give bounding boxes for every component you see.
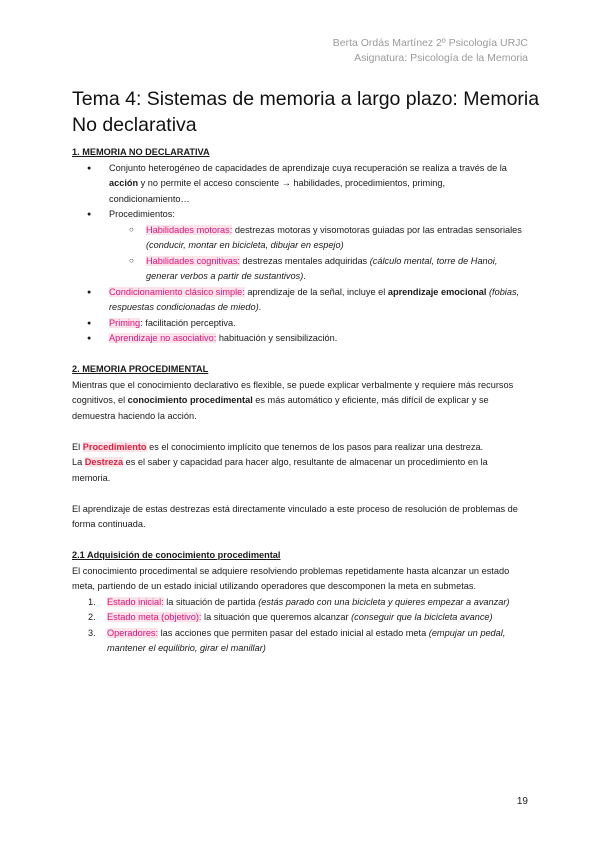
text: Conjunto heterogéneo de capacidades de aprendizaje cuya recuperación se realiza a través de la: [109, 162, 507, 173]
section-heading-adquisicion: 2.1 Adquisición de conocimiento procedimental: [72, 550, 281, 560]
text: .: [303, 271, 306, 281]
highlight-label: Estado meta (objetivo):: [107, 612, 202, 622]
list-item: [72, 331, 528, 347]
italic-text: (empujar un pedal, mantener el equilibrio, girar el manillar): [107, 627, 506, 653]
text: la situación de partida: [163, 596, 259, 607]
page-number: 19: [516, 796, 528, 807]
highlight-label: Priming: [109, 317, 141, 328]
list-item: [72, 610, 528, 626]
highlight-label: Habilidades motoras:: [146, 224, 233, 235]
list-item: [72, 626, 528, 657]
text: es el saber y capacidad para hacer algo, resultante de almacenar un procedimiento en la memoria.: [72, 457, 488, 483]
text: es más automático y eficiente, más difícil de explicar y se demuestra haciendo la acción.: [72, 395, 489, 421]
text: Procedimientos:: [109, 209, 175, 219]
highlight-label: Habilidades cognitivas:: [146, 255, 240, 266]
paragraph: El conocimiento procedimental se adquiere resolviendo problemas repetidamente hasta alcanzar un estado meta, partiendo de un estado inicial utilizando operadores que descomponen la meta en submetas.: [72, 565, 510, 591]
text: Mientras que el conocimiento declarativo es flexible, se puede explicar verbalmente y requiere más recursos cognitivos, el: [72, 379, 514, 405]
text: El: [72, 441, 83, 452]
highlight-term: Destreza: [84, 457, 124, 467]
highlight-label: Operadores:: [107, 627, 159, 638]
list-item: [72, 595, 528, 611]
italic-text: (estás parado con una bicicleta y quieres empezar a avanzar): [258, 596, 510, 607]
sub-list-item: [109, 223, 528, 254]
header-subject: Asignatura: Psicología de la Memoria: [354, 52, 528, 64]
paragraph: [72, 378, 528, 425]
highlight-label: Estado inicial:: [107, 596, 164, 607]
text: .: [258, 302, 262, 312]
bold-text: aprendizaje emocional: [387, 286, 487, 297]
page-title: Tema 4: Sistemas de memoria a largo plazo: Memoria No declarativa: [72, 88, 540, 137]
text: : facilitación perceptiva.: [140, 317, 236, 328]
paragraph: El aprendizaje de estas destrezas está directamente vinculado a este proceso de resolución de problemas de forma continuada.: [72, 503, 518, 529]
item-number: 1.: [88, 596, 96, 607]
italic-text: (conseguir que la bicicleta avance): [351, 612, 493, 622]
section-heading-memoria-procedimental: 2. MEMORIA PROCEDIMENTAL: [72, 364, 209, 374]
italic-text: (fobias, respuestas condicionadas de miedo): [109, 286, 520, 312]
item-number: 2.: [88, 612, 96, 622]
italic-text: (cálculo mental, torre de Hanoi, generar verbos a partir de sustantivos): [146, 255, 498, 281]
text: es el conocimiento implícito que tenemos de los pasos para realizar una destreza.: [146, 441, 484, 452]
text: La: [72, 457, 85, 467]
text: destrezas motoras y visomotoras guiadas por las entradas sensoriales: [232, 224, 522, 235]
text: y no permite el acceso consciente → habilidades, procedimientos, priming, condicionamiento…: [109, 178, 446, 204]
italic-text: (conducir, montar en bicicleta, dibujar en espejo): [146, 240, 344, 250]
paragraph: [72, 455, 528, 486]
highlight-label: Condicionamiento clásico simple:: [109, 286, 245, 297]
section-heading-memoria-no-declarativa: 1. MEMORIA NO DECLARATIVA: [72, 147, 210, 157]
list-item: [72, 161, 528, 208]
bold-text: conocimiento procedimental: [127, 395, 253, 405]
sub-list-item: [109, 254, 528, 285]
bullet-list: [72, 161, 528, 347]
numbered-list: [72, 595, 528, 657]
text: aprendizaje de la señal, incluye el: [244, 286, 388, 297]
text: habituación y sensibilización.: [216, 333, 338, 343]
highlight-term: Procedimiento: [82, 441, 147, 452]
list-item: [72, 316, 528, 332]
list-item: [72, 285, 528, 316]
document-body: [72, 145, 528, 657]
header-author: Berta Ordás Martínez 2º Psicología URJC: [332, 37, 528, 49]
text: la situación que queremos alcanzar: [201, 612, 352, 622]
text: destrezas mentales adquiridas: [239, 255, 370, 266]
text: las acciones que permiten pasar del estado inicial al estado meta: [158, 627, 429, 638]
list-item: [72, 207, 528, 285]
bold-text: acción: [109, 178, 139, 188]
paragraph: [72, 440, 528, 456]
sub-list: [109, 223, 528, 285]
highlight-label: Aprendizaje no asociativo:: [109, 333, 217, 343]
item-number: 3.: [88, 627, 96, 638]
